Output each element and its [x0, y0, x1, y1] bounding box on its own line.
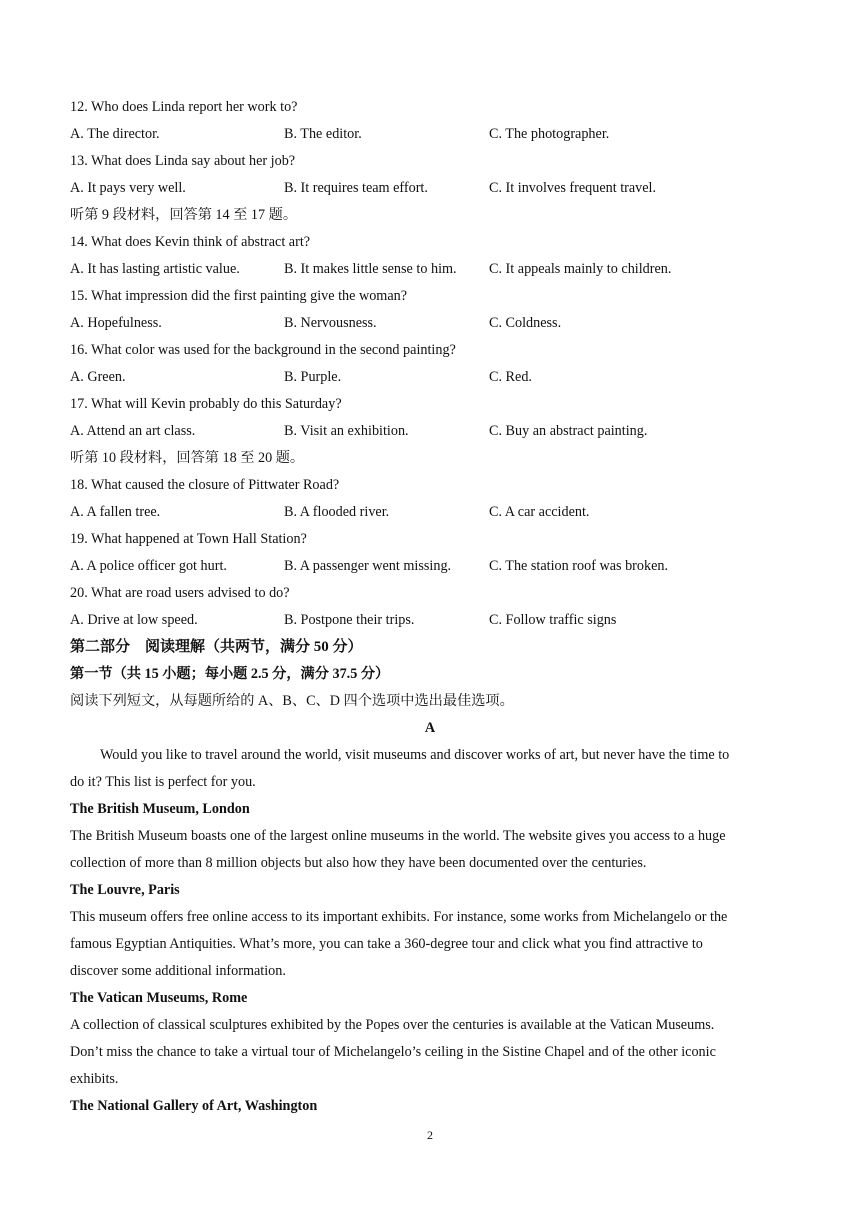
- option-b: B. A flooded river.: [284, 504, 390, 520]
- option-a: A. Hopefulness.: [70, 315, 162, 331]
- paragraph-line: exhibits.: [70, 1071, 119, 1087]
- option-c: C. Coldness.: [489, 315, 562, 331]
- question-12: 12. Who does Linda report her work to?: [70, 99, 298, 115]
- option-a: A. A police officer got hurt.: [70, 558, 227, 574]
- option-a: A. Attend an art class.: [70, 423, 196, 439]
- museum-paragraph: [70, 904, 790, 985]
- option-b: B. The editor.: [284, 126, 362, 142]
- paragraph-line: This museum offers free online access to its important exhibits. For instance, some works from Michelangelo or the: [70, 909, 728, 925]
- paragraph-line: famous Egyptian Antiquities. What’s more, you can take a 360-degree tour and click what you find attractive to: [70, 936, 703, 952]
- option-b: B. Nervousness.: [284, 315, 377, 331]
- paragraph-line: collection of more than 8 million objects but also how they have been documented over the centuries.: [70, 855, 647, 871]
- museum-paragraph: [70, 1012, 790, 1093]
- part2-heading: 第二部分 阅读理解（共两节，满分 50 分）: [70, 639, 363, 655]
- intro-line: Would you like to travel around the world, visit museums and discover works of art, but never have the time to: [100, 747, 730, 763]
- options-13: [70, 175, 790, 202]
- listening-instruction-10: 听第 10 段材料，回答第 18 至 20 题。: [70, 450, 305, 466]
- question-18: 18. What caused the closure of Pittwater Road?: [70, 477, 340, 493]
- question-17: 17. What will Kevin probably do this Saturday?: [70, 396, 342, 412]
- option-c: C. The station roof was broken.: [489, 558, 669, 574]
- option-b: B. Postpone their trips.: [284, 612, 415, 628]
- options-18: [70, 499, 790, 526]
- museum-heading: The Louvre, Paris: [70, 882, 180, 898]
- page-number: 2: [427, 1128, 433, 1142]
- option-b: B. It makes little sense to him.: [284, 261, 457, 277]
- options-15: [70, 310, 790, 337]
- option-c: C. Follow traffic signs: [489, 612, 617, 628]
- paragraph-line: A collection of classical sculptures exhibited by the Popes over the centuries is available at the Vatican Museums.: [70, 1017, 715, 1033]
- intro-line: do it? This list is perfect for you.: [70, 774, 256, 790]
- paragraph-line: Don’t miss the chance to take a virtual tour of Michelangelo’s ceiling in the Sistine Chapel and of the other iconic: [70, 1044, 716, 1060]
- question-13: 13. What does Linda say about her job?: [70, 153, 296, 169]
- option-a: A. Drive at low speed.: [70, 612, 198, 628]
- intro-paragraph: [70, 742, 790, 796]
- option-b: B. Visit an exhibition.: [284, 423, 409, 439]
- museum-heading: The National Gallery of Art, Washington: [70, 1098, 318, 1114]
- reading-instruction: 阅读下列短文，从每题所给的 A、B、C、D 四个选项中选出最佳选项。: [70, 693, 514, 709]
- option-c: C. It appeals mainly to children.: [489, 261, 672, 277]
- museum-heading: The Vatican Museums, Rome: [70, 990, 248, 1006]
- option-c: C. Red.: [489, 369, 532, 385]
- option-a: A. Green.: [70, 369, 126, 385]
- question-14: 14. What does Kevin think of abstract art?: [70, 234, 311, 250]
- museum-heading: The British Museum, London: [70, 801, 250, 817]
- option-b: B. A passenger went missing.: [284, 558, 452, 574]
- options-20: [70, 607, 790, 634]
- listening-instruction-9: 听第 9 段材料，回答第 14 至 17 题。: [70, 207, 298, 223]
- question-16: 16. What color was used for the background in the second painting?: [70, 342, 456, 358]
- passage-letter: A: [424, 720, 436, 736]
- option-c: C. A car accident.: [489, 504, 590, 520]
- option-b: B. It requires team effort.: [284, 180, 428, 196]
- option-c: C. It involves frequent travel.: [489, 180, 657, 196]
- options-19: [70, 553, 790, 580]
- paragraph-line: discover some additional information.: [70, 963, 286, 979]
- question-15: 15. What impression did the first painting give the woman?: [70, 288, 408, 304]
- section1-heading: 第一节（共 15 小题；每小题 2.5 分，满分 37.5 分）: [70, 666, 390, 682]
- options-17: [70, 418, 790, 445]
- option-a: A. The director.: [70, 126, 160, 142]
- options-12: [70, 121, 790, 148]
- option-a: A. It has lasting artistic value.: [70, 261, 240, 277]
- paragraph-line: The British Museum boasts one of the largest online museums in the world. The website gives you access to a huge: [70, 828, 726, 844]
- option-c: C. The photographer.: [489, 126, 610, 142]
- option-b: B. Purple.: [284, 369, 342, 385]
- question-20: 20. What are road users advised to do?: [70, 585, 290, 601]
- museum-paragraph: [70, 823, 790, 877]
- options-16: [70, 364, 790, 391]
- option-a: A. It pays very well.: [70, 180, 186, 196]
- page-content: [70, 94, 790, 1120]
- options-14: [70, 256, 790, 283]
- option-a: A. A fallen tree.: [70, 504, 161, 520]
- question-19: 19. What happened at Town Hall Station?: [70, 531, 307, 547]
- option-c: C. Buy an abstract painting.: [489, 423, 648, 439]
